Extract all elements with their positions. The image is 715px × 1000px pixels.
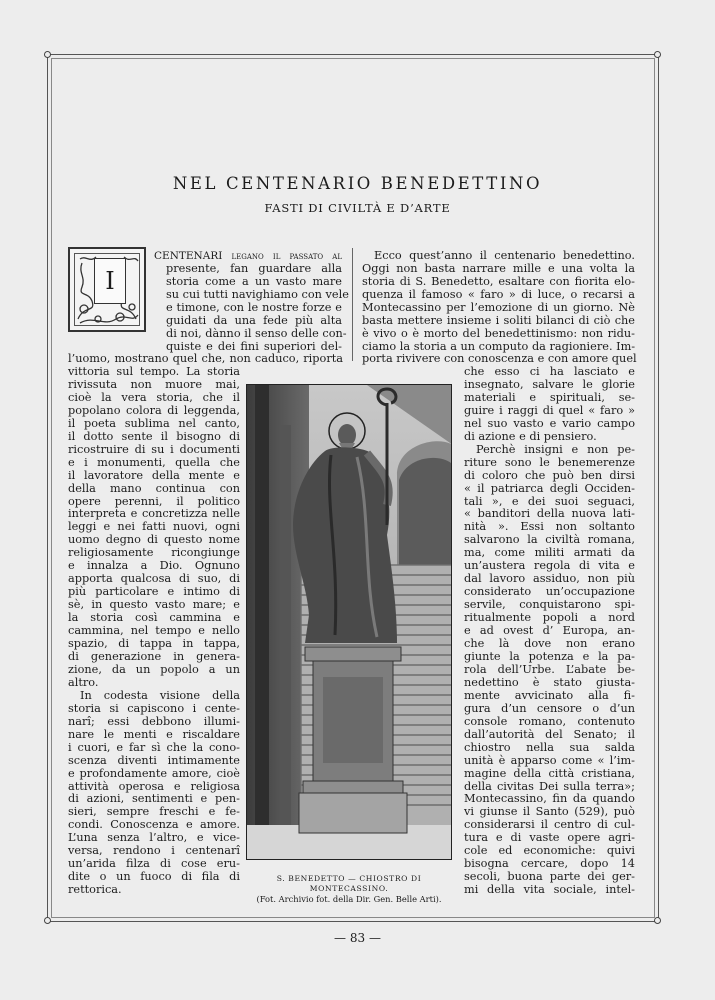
text-line: Perchè insigni e non pe- [476, 442, 635, 456]
text-line: altro. [68, 675, 99, 689]
text-line: sieri, sempre freschi e fe- [68, 805, 240, 819]
text-line: della mano continua con [68, 481, 240, 495]
left-column-intro [154, 250, 349, 354]
text-line: vi giunse il Santo (529), può [464, 805, 635, 819]
text-line: vittoria sul tempo. La storia [68, 365, 240, 378]
column-divider [352, 248, 353, 361]
text-line: religiosamente ricongiunge [68, 546, 240, 560]
text-line: il lavoratore della mente e [68, 468, 240, 482]
text-line: la storia così cammina e [68, 611, 240, 625]
frame-corner-ornament [654, 917, 661, 924]
text-line: servile, conquistarono spi- [464, 598, 635, 612]
frame-corner-ornament [44, 51, 51, 58]
text-line: guire i raggi di quel « faro » [464, 403, 635, 417]
text-line: insegnato, salvare le glorie [464, 377, 635, 391]
text-line: ricostruire di su i documenti [68, 442, 240, 456]
text-line: un’austera regola di vita e [464, 559, 635, 573]
text-line: di coloro che può ben dirsi [464, 468, 635, 482]
text-line: di azione e di pensiero. [464, 429, 597, 443]
text-line: materiali e spirituali, se- [464, 390, 635, 404]
text-line: cammina, nel tempo e nello [68, 624, 240, 638]
drop-cap-ornament [68, 247, 146, 332]
text-line: Montecassino per l’emozione di un giorno. Nè [362, 300, 635, 314]
text-line: e innalza a Dio. Ognuno [68, 559, 240, 573]
text-line: più particolare e intimo di [68, 585, 240, 599]
text-line: dall’autorità del Senato; il [464, 727, 635, 741]
article-subtitle: FASTI DI CIVILTÀ E D’ARTE [264, 201, 451, 215]
text-line: i cuori, e far sì che la cono- [68, 740, 240, 754]
text-line: l’uomo, mostrano quel che, non caduco, riporta [68, 352, 343, 365]
text-line: basta mettere insieme i soliti bilanci di ciò che [362, 313, 635, 327]
text-line: gura d’un censore o d’un [464, 701, 635, 715]
text-line: su cui tutti navighiamo con vele [166, 287, 349, 301]
text-line: rola dell’Urbe. L’abate be- [464, 662, 635, 676]
right-column-body [464, 366, 635, 897]
text-line: magine della città cristiana, [464, 766, 635, 780]
text-line: tura e di vaste opere agri- [464, 831, 635, 845]
text-line: condi. Conoscenza e amore. [68, 818, 240, 832]
text-line: Montecassino, fin da quando [464, 792, 635, 806]
text-line: « banditori della nuova lati- [464, 507, 635, 521]
text-line: e i monumenti, quella che [68, 455, 240, 469]
text-line: quiste e dei fini superiori del- [166, 339, 342, 353]
text-line: In codesta visione della [80, 688, 240, 702]
text-line: mente avvicinato alla fi- [464, 688, 635, 702]
text-line: « il patriarca degli Occiden- [464, 481, 635, 495]
text-line: mi della vita sociale, intel- [464, 883, 635, 897]
text-line: console romano, contenuto [464, 714, 635, 728]
right-column-wide [362, 353, 635, 366]
text-line: Oggi non basta narrare mille e una volta la [362, 261, 635, 275]
text-line: nità ». Essi non soltanto [464, 520, 635, 534]
text-line: tali », e dei suoi seguaci, [464, 494, 635, 508]
text-line: porta rivivere con conoscenza e con amore quel [362, 352, 637, 365]
text-line: scenza diventi intimamente [68, 753, 240, 767]
text-line: considerato un’occupazione [464, 585, 635, 599]
text-line: di noi, dànno il senso delle con- [166, 326, 347, 340]
caption-title: S. BENEDETTO — CHIOSTRO DI MONTECASSINO. [276, 874, 422, 893]
text-line: giunte la potenza e la pa- [464, 649, 635, 663]
drop-cap-letter: I [94, 258, 126, 304]
text-line: cole ed economiche: quivi [464, 844, 635, 858]
text-line: opere perenni, il politico [68, 494, 240, 508]
text-line: e profondamente amore, cioè [68, 766, 240, 780]
text-line: un’arida filza di cose eru- [68, 857, 240, 871]
text-line: il poeta sublima nel canto, [68, 416, 240, 430]
text-line: leggi e nei fatti nuovi, ogni [68, 520, 240, 534]
text-line: nel suo vasto e vario campo [464, 416, 635, 430]
text-line: interpreta e concretizza nelle [68, 507, 240, 521]
text-line: rettorica. [68, 883, 122, 897]
statue-photograph [246, 384, 452, 860]
text-line: considerarsi il centro di cul- [464, 818, 635, 832]
text-line: bisogna cercare, dopo 14 [464, 857, 635, 871]
text-line: dal lavoro assiduo, non più [464, 572, 635, 586]
frame-corner-ornament [44, 917, 51, 924]
text-line: quenza il famoso « faro » di luce, o recarsi a [362, 287, 635, 301]
text-line: riture sono le benemerenze [464, 455, 635, 469]
article-title: NEL CENTENARIO BENEDETTINO [172, 174, 543, 193]
frame-corner-ornament [654, 51, 661, 58]
text-line: di azioni, sentimenti e pen- [68, 792, 240, 806]
text-line: ciamo la storia a un computo da ragioniere. Im- [362, 339, 636, 353]
text-line: di generazione in genera- [68, 649, 240, 663]
text-line: storia di S. Benedetto, esaltare con fiorita elo- [362, 274, 635, 288]
text-line: che esso ci ha lasciato e [464, 365, 635, 378]
page-number: — 83 — [334, 931, 381, 945]
text-line: chiostro nella sua salda [464, 740, 635, 754]
text-line: ritualmente popoli a nord [464, 611, 635, 625]
caption-credit: (Fot. Archivio fot. della Dir. Gen. Belle Arti). [256, 894, 442, 904]
text-line: e ad ovest d’ Europa, an- [464, 624, 635, 638]
text-line: che là dove non erano [464, 637, 635, 651]
text-line: nedettino è stato giusta- [464, 675, 635, 689]
left-column-wide [68, 353, 343, 366]
text-line: secoli, buona parte dei ger- [464, 870, 635, 884]
text-line: della civitas Dei sulla terra»; [464, 779, 635, 793]
text-line: sè, in questo vasto mare; e [68, 598, 240, 612]
text-line: unità è apparso come « l’im- [464, 753, 635, 767]
text-line: è vivo o è morto del benedettinismo: non ridu- [362, 326, 635, 340]
text-line: narî; essi debbono illumi- [68, 714, 240, 728]
text-line: apporta qualcosa di suo, di [68, 572, 240, 586]
text-line: storia come a un vasto mare [166, 274, 342, 288]
text-line: dite o un fuoco di fila di [68, 870, 240, 884]
text-line: ma, come militi armati da [464, 546, 635, 560]
text-line: e timone, con le nostre forze e [166, 300, 342, 314]
text-line: salvarono la civiltà romana, [464, 533, 635, 547]
photo-caption [240, 874, 458, 904]
text-line: CENTENARI legano il passato al [154, 250, 342, 262]
statue-of-st-benedict-icon [247, 385, 452, 860]
text-line: il dotto sente il bisogno di [68, 429, 240, 443]
left-column-body [68, 366, 240, 897]
text-line: storia si capiscono i cente- [68, 701, 240, 715]
text-line: guidati da una fede più alta [166, 313, 342, 327]
text-line: presente, fan guardare alla [166, 261, 342, 275]
text-line: zione, da un popolo a un [68, 662, 240, 676]
text-line: L’una senza l’altro, e vice- [68, 831, 240, 845]
right-column-intro [362, 250, 635, 354]
text-line: attività operosa e religiosa [68, 779, 240, 793]
text-line: popolano colora di leggenda, [68, 403, 240, 417]
text-line: cioè la vera storia, che il [68, 390, 240, 404]
text-line: spazio, di tappa in tappa, [68, 637, 240, 651]
text-line: uomo degno di questo nome [68, 533, 240, 547]
text-line: nare le menti e riscaldare [68, 727, 240, 741]
text-line: versa, rendono i centenarî [68, 844, 240, 858]
text-line: Ecco quest’anno il centenario benedettino. [374, 249, 635, 262]
text-line: rivissuta non muore mai, [68, 377, 240, 391]
